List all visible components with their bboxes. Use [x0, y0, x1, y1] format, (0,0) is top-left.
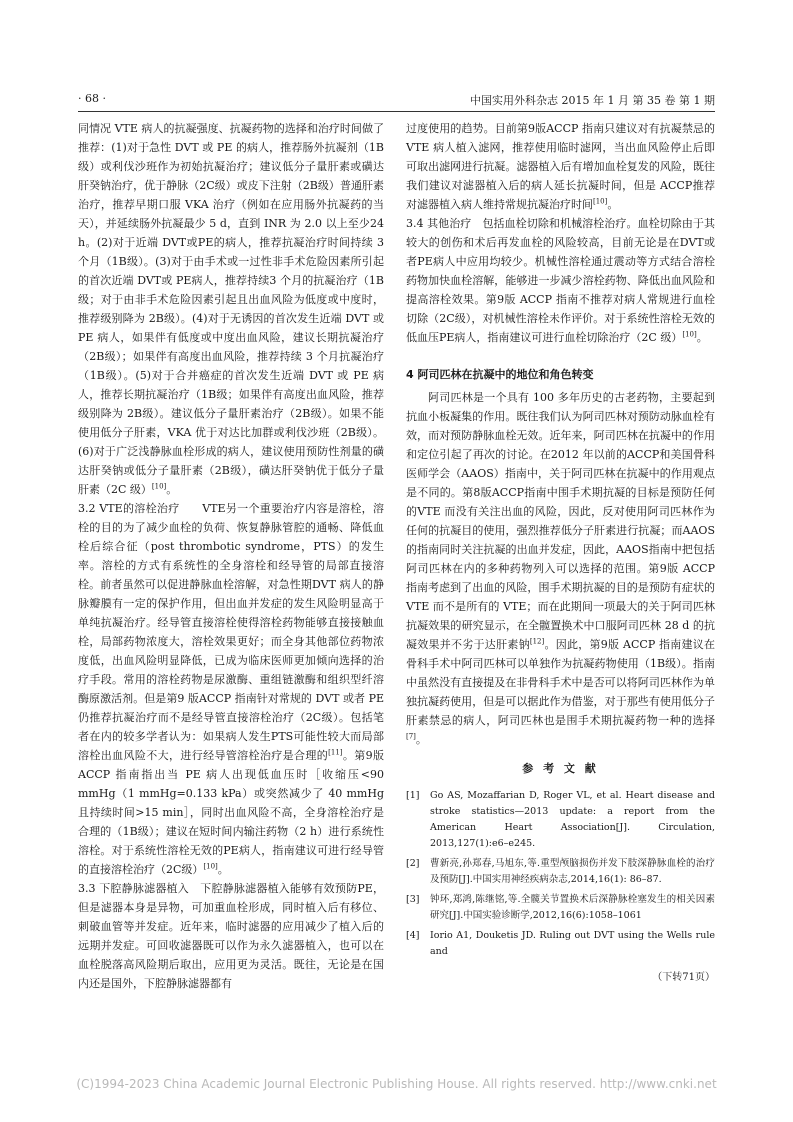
paragraph: 同情况 VTE 病人的抗凝强度、抗凝药物的选择和治疗时间做了推荐：(1)对于急性 DVT 或 PE 的病人，推荐肠外抗凝剂（1B级）或利伐沙班作为初始抗凝治疗；建议低分子量肝素或磺达肝癸钠治疗，优于静脉（2C级）或皮下注射（2B级）普通肝素治疗，推荐早期口服 VKA 治疗（例如在应用肠外抗凝药的当天），并延续肠外抗凝最少 5 d，直到 INR 为 2.0 以上至少24 h。(2)对于近端 DVT或PE的病人，推荐抗凝治疗时间持续 3 个月（1B级）。(3)对于由手术或一过性非手术危险因素所引起的首次近端 DVT或 PE病人，推荐持续3 个月的抗凝治疗（1B级；对于由非手术危险因素引起且出血风险为低度或中度时，推荐级别降为 2B级）。(4)对于无诱因的首次发生近端 DVT 或 PE 病人，如果伴有低度或中度出血风险，建议长期抗凝治疗（2B级）；如果伴有高度出血风险，推荐持续 3 个月抗凝治疗（1B级）。(5)对于合并癌症的首次发生近端 DVT 或 PE 病人，推荐长期抗凝治疗（1B级；如果伴有高度出血风险，推荐级别降为 2B级）。建议低分子量肝素治疗（2B级）。如果不能使用低分子肝素，VKA 优于对达比加群或利伐沙班（2B级）。(6)对于广泛浅静脉血栓形成的病人，建议使用预防性剂量的磺达肝癸钠或低分子量肝素（2B级），磺达肝癸钠优于低分子量肝素（2C 级）[10]。 — [78, 122, 384, 496]
citation[interactable]: [10] — [682, 330, 697, 339]
paragraph: 3.2 VTE的溶栓治疗 VTE另一个重要治疗内容是溶栓，溶栓的目的为了减少血栓的负荷、恢复静脉管腔的通畅、降低血栓后综合征（post thrombotic syndrome，PTS）的发生率。溶栓的方式有系统性的全身溶栓和经导管的局部直接溶栓。前者虽然可以促进静脉血栓溶解，对急性期DVT 病人的静脉瓣膜有一定的保护作用，但出血并发症的发生风险明显高于单纯抗凝治疗。经导管直接溶栓使得溶栓药物能够直接接触血栓，局部药物浓度大，溶栓效果更好；而全身其他部位药物浓度低，出血风险明显降低，已成为临床医师更加倾向选择的治疗手段。常用的溶栓药物是尿激酶、重组链激酶和组织型纤溶酶原激活剂。但是第9 版ACCP 指南针对常规的 DVT 或者 PE 仍推荐抗凝治疗而不是经导管直接溶栓治疗（2C级）。包括笔者在内的较多学者认为：如果病人发生PTS可能性较大而局部溶栓出血风险不大，进行经导管溶栓治疗是合理的[11]。第9版 ACCP 指南指出当 PE 病人出现低血压时［收缩压<90 mmHg（1 mmHg=0.133 kPa）或突然减少了 40 mmHg 且持续时间>15 min］，同时出血风险不高，全身溶栓治疗是合理的（1B级）；建议在短时间内输注药物（2 h）进行系统性溶栓。对于系统性溶栓无效的PE病人，指南建议可进行经导管的直接溶栓治疗（2C级）[10]。 — [78, 502, 385, 876]
copyright-footer: (C)1994-2023 China Academic Journal Electronic Publishing House. All rights reserved. http://www.cnki.net — [76, 1077, 717, 1091]
paragraph: 3.4 其他治疗 包括血栓切除和机械溶栓治疗。血栓切除由于其较大的创伤和术后再发血栓的风险较高，目前无论是在DVT或者PE病人中应用均较少。机械性溶栓通过震动等方式结合溶栓药物加快血栓溶解，能够进一步减少溶栓药物、降低出血风险和提高溶栓效果。第9版 ACCP 指南不推荐对病人常规进行血栓切除（2C级），对机械性溶栓未作评价。对于系统性溶栓无效的低血压PE病人，指南建议可进行血栓切除治疗（2C 级）[10]。 — [406, 217, 715, 344]
citation[interactable]: [10] — [203, 862, 218, 871]
citation[interactable]: [12] — [529, 637, 545, 646]
section-heading-3-3: 3.3 下腔静脉滤器植入 — [78, 882, 189, 895]
section-heading-3-2: 3.2 VTE的溶栓治疗 — [78, 502, 180, 515]
section-heading-4: 4 阿司匹林在抗凝中的地位和角色转变 — [406, 368, 594, 381]
citation[interactable]: [10] — [593, 197, 608, 206]
running-header — [78, 92, 715, 112]
references-heading: 参 考 文 献 — [522, 762, 599, 775]
citation[interactable]: [11] — [328, 748, 343, 757]
continued-note: （下转71页） — [652, 972, 715, 983]
reference-item: [2] 曹新亮,孙郑春,马旭东,等.重型颅脑损伤并发下肢深静脉血栓的治疗及预防[J].中国实用神经疾病杂志,2014,16(1): 86–87. — [406, 858, 715, 885]
paragraph: 阿司匹林是一个具有 100 多年历史的古老药物，主要起到抗血小板凝集的作用。既往我们认为阿司匹林对预防动脉血栓有效，而对预防静脉血栓无效。近年来，阿司匹林在抗凝中的作用和定位引起了再次的讨论。在2012 年以前的ACCP和美国骨科医师学会（AAOS）指南中，关于阿司匹林在抗凝中的作用观点是不同的。第8版ACCP指南中围手术期抗凝的目标是预防任何的VTE 而没有关注出血的风险，因此，反对使用阿司匹林作为任何的抗凝目的使用，强烈推荐低分子肝素进行抗凝；而AAOS的指南同时关注抗凝的出血并发症，因此，AAOS指南中把包括阿司匹林在内的多种药物列入可以选择的范围。第9版 ACCP 指南考虑到了出血的风险，围手术期抗凝的目的是预防有症状的 VTE 而不是所有的 VTE；而在此期间一项最大的关于阿司匹林抗凝效果的研究显示，在全髋置换术中口服阿司匹林 28 d 的抗凝效果并不劣于达肝素钠[12]。因此，第9版 ACCP 指南建议在骨科手术中阿司匹林可以单独作为抗凝药物使用（1B级）。指南中虽然没有直接提及在非骨科手术中是否可以将阿司匹林作为单独抗凝药使用，但是可以据此作为借鉴，对于那些有使用低分子肝素禁忌的病人，阿司匹林也是围手术期抗凝药物一种的选择[7]。 — [406, 391, 716, 746]
reference-item: [4] Iorio A1, Douketis JD. Ruling out DVT using the Wells rule and — [406, 930, 715, 957]
header-rule — [78, 111, 715, 112]
page-number: · 68 · — [78, 92, 106, 105]
citation[interactable]: [7] — [406, 732, 416, 741]
right-column — [406, 119, 715, 987]
reference-item: [1] Go AS, Mozaffarian D, Roger VL, et al. Heart disease and stroke statistics—2013 update: a report from the American Heart Association[J]. Circulation, 2013,127(1):e6–e245. — [406, 790, 715, 849]
journal-citation: 中国实用外科杂志 2015 年 1 月 第 35 卷 第 1 期 — [470, 94, 715, 107]
citation[interactable]: [10] — [151, 482, 167, 491]
section-heading-3-4: 3.4 其他治疗 — [406, 217, 472, 230]
paragraph: 过度使用的趋势。目前第9版ACCP 指南只建议对有抗凝禁忌的 VTE 病人植入滤网，推荐使用临时滤网，当出血风险停止后即可取出滤网进行抗凝。滤器植入后有增加血栓复发的风险，既往我们建议对滤器植入后的病人延长抗凝时间，但是 ACCP推荐对滤器植入病人维持常规抗凝治疗时间[10]。 — [406, 122, 715, 211]
reference-item: [3] 钟环,郑鸿,陈继铭,等.全髋关节置换术后深静脉栓塞发生的相关因素研究[J].中国实验诊断学,2012,16(6):1058–1061 — [406, 894, 715, 921]
left-column — [78, 119, 384, 993]
reference-list — [406, 788, 715, 960]
paragraph: 3.3 下腔静脉滤器植入 下腔静脉滤器植入能够有效预防PE，但是滤器本身是异物，可加重血栓形成，同时植入后有移位、刺破血管等并发症。近年来，临时滤器的应用减少了植入后的远期并发症。可回收滤器既可以作为永久滤器植入，也可以在血栓脱落高风险期后取出，应用更为灵活。既往，无论是在国内还是国外，下腔静脉滤器都有 — [78, 882, 385, 990]
